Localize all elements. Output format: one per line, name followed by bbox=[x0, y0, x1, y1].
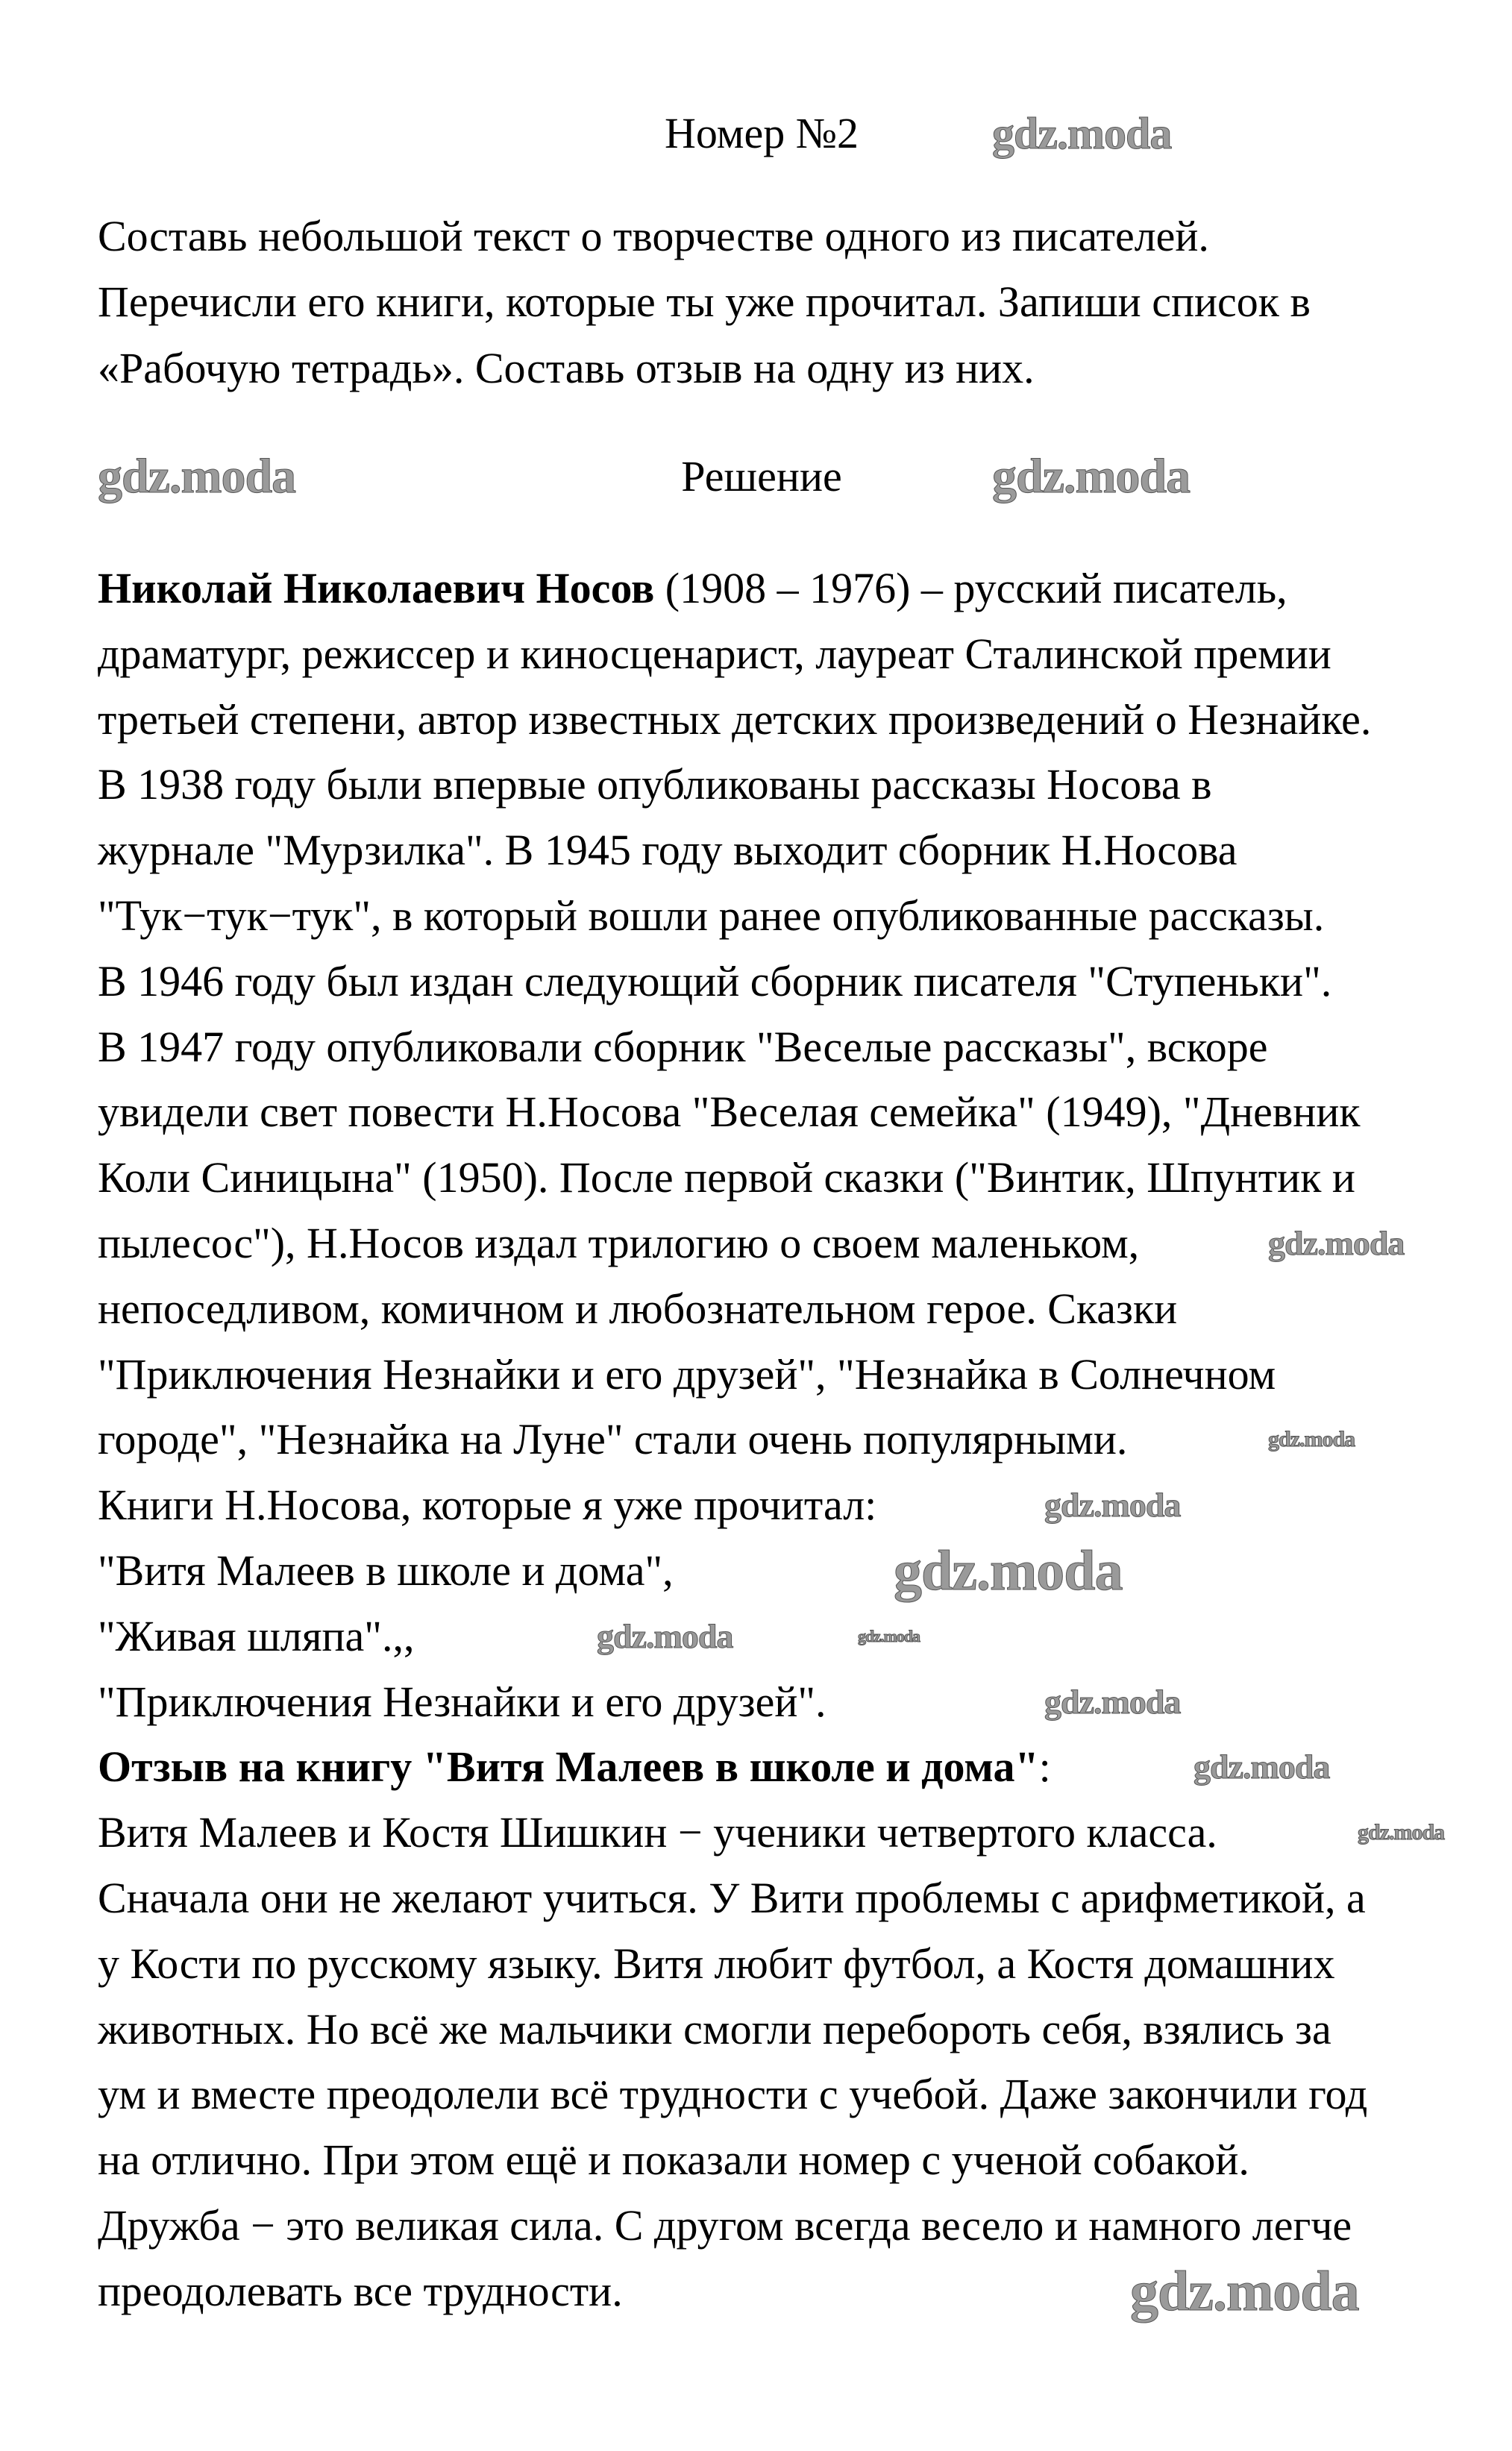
line-text: "Приключения Незнайки и его друзей". bbox=[98, 1677, 826, 1726]
watermark-logo: gdz.moda bbox=[1044, 1486, 1181, 1525]
line-text: третьей степени, автор известных детских произведений о Незнайке. bbox=[98, 694, 1372, 744]
bold-text: Николай Николаевич Носов bbox=[98, 564, 655, 612]
line-text: "Тук−тук−тук", в который вошли ранее опубликованные рассказы. bbox=[98, 891, 1325, 940]
watermark-logo: gdz.moda bbox=[1268, 1224, 1405, 1262]
line-text: : bbox=[1038, 1742, 1051, 1792]
line-text: В 1947 году опубликовали сборник "Веселые рассказы", вскоре bbox=[98, 1022, 1268, 1071]
watermark-logo: gdz.moda bbox=[894, 1540, 1123, 1602]
watermark-logo: gdz.moda bbox=[1358, 1820, 1445, 1845]
line-text: Коли Синицына" (1950). После первой сказки ("Винтик, Шпунтик и bbox=[98, 1153, 1355, 1202]
body-line bbox=[98, 1277, 1177, 1341]
body-line bbox=[98, 1407, 1127, 1472]
task-line-2: Перечисли его книги, которые ты уже прочитал. Запиши список в bbox=[98, 277, 1311, 326]
line-text: у Кости по русскому языку. Витя любит футбол, а Костя домашних bbox=[98, 1939, 1335, 1988]
body-line bbox=[98, 622, 1331, 686]
body-line bbox=[98, 1539, 674, 1603]
line-text: Сначала они не желают учиться. У Вити проблемы с арифметикой, а bbox=[98, 1874, 1366, 1922]
line-text: драматург, режиссер и киносценарист, лауреат Сталинской премии bbox=[98, 629, 1331, 678]
body-line bbox=[98, 1146, 1355, 1210]
bold-text: Отзыв на книгу "Витя Малеев в школе и дома" bbox=[98, 1742, 1039, 1792]
line-text: животных. Но всё же мальчики смогли перебороть себя, взялись за bbox=[98, 2004, 1331, 2053]
body-line bbox=[98, 1604, 414, 1669]
body-line bbox=[98, 556, 1287, 621]
body-line bbox=[98, 1866, 1366, 1930]
body-line bbox=[98, 753, 1212, 817]
line-text: ум и вместе преодолели всё трудности с учебой. Даже закончили год bbox=[98, 2070, 1368, 2119]
watermark-logo: gdz.moda bbox=[597, 1616, 733, 1655]
watermark-logo: gdz.moda bbox=[858, 1626, 920, 1645]
body-line bbox=[98, 2194, 1352, 2258]
watermark-logo: gdz.moda bbox=[992, 109, 1172, 158]
body-line bbox=[98, 884, 1324, 948]
line-text: Дружба − это великая сила. С другом всегда весело и намного легче bbox=[98, 2201, 1352, 2250]
line-text: Книги Н.Носова, которые я уже прочитал: bbox=[98, 1481, 877, 1530]
line-text: городе", "Незнайка на Луне" стали очень популярными. bbox=[98, 1415, 1128, 1464]
body-line bbox=[98, 1932, 1335, 1996]
body-line bbox=[98, 688, 1371, 752]
line-text: увидели свет повести Н.Носова "Веселая семейка" (1949), "Дневник bbox=[98, 1088, 1361, 1137]
line-text: В 1946 году был издан следующий сборник писателя "Ступеньки". bbox=[98, 956, 1332, 1005]
line-text: непоседливом, комичном и любознательном герое. Сказки bbox=[98, 1284, 1178, 1333]
line-text: пылесос"), Н.Носов издал трилогию о своем маленьком, bbox=[98, 1219, 1140, 1267]
body-line bbox=[98, 1211, 1139, 1275]
solution-heading: Решение bbox=[681, 452, 842, 500]
watermark-logo: gdz.moda bbox=[1044, 1682, 1181, 1721]
watermark-logo: gdz.moda bbox=[98, 449, 296, 503]
body-line bbox=[98, 818, 1237, 882]
line-text: (1908 – 1976) – русский писатель, bbox=[654, 564, 1287, 612]
body-line bbox=[98, 2259, 623, 2323]
body-line bbox=[98, 1080, 1361, 1144]
body-line bbox=[98, 2062, 1367, 2127]
body-line bbox=[98, 950, 1331, 1014]
line-text: "Витя Малеев в школе и дома", bbox=[98, 1546, 674, 1595]
watermark-logo: gdz.moda bbox=[1268, 1427, 1355, 1452]
body-line bbox=[98, 1801, 1217, 1865]
line-text: на отлично. При этом ещё и показали номер с ученой собакой. bbox=[98, 2135, 1249, 2185]
line-text: журнале "Мурзилка". В 1945 году выходит сборник Н.Носова bbox=[98, 826, 1237, 875]
line-text: Витя Малеев и Костя Шишкин − ученики четвертого класса. bbox=[98, 1808, 1217, 1857]
task-line-3: «Рабочую тетрадь». Составь отзыв на одну из них. bbox=[98, 344, 1035, 392]
body-line bbox=[98, 1343, 1276, 1407]
body-line bbox=[98, 1015, 1268, 1079]
body-line bbox=[98, 1473, 876, 1537]
task-line-1: Составь небольшой текст о творчестве одного из писателей. bbox=[98, 212, 1209, 260]
body-line bbox=[98, 2128, 1249, 2192]
watermark-logo: gdz.moda bbox=[1130, 2259, 1359, 2323]
line-text: "Приключения Незнайки и его друзей", "Незнайка в Солнечном bbox=[98, 1349, 1276, 1399]
page-title: Номер №2 bbox=[664, 109, 859, 157]
body-line bbox=[98, 1670, 826, 1734]
body-line bbox=[98, 1997, 1331, 2062]
watermark-logo: gdz.moda bbox=[1193, 1748, 1330, 1786]
line-text: В 1938 году были впервые опубликованы рассказы Носова в bbox=[98, 760, 1212, 809]
line-text: преодолевать все трудности. bbox=[98, 2266, 623, 2315]
line-text: "Живая шляпа".,, bbox=[98, 1611, 415, 1660]
watermark-logo: gdz.moda bbox=[992, 449, 1191, 503]
body-line bbox=[98, 1735, 1051, 1799]
